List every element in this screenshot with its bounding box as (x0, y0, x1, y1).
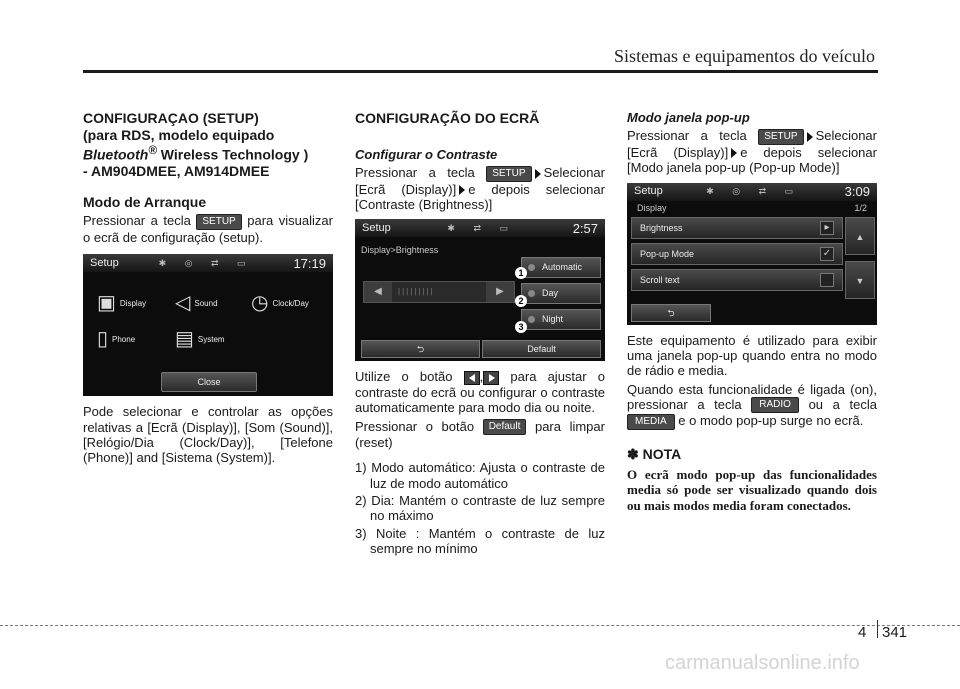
left-arrow-key-icon (464, 371, 480, 385)
screen-titlebar: Setup ✱ ◎ ⇄ ▭ 17:19 (83, 254, 333, 272)
setup-key: SETUP (486, 166, 531, 182)
clock-icon: ◷ (251, 292, 269, 315)
brightness-screen (355, 219, 605, 361)
note-title: ✽ NOTA (627, 445, 682, 462)
breadcrumb: Display>Brightness (361, 245, 439, 256)
scroll-down-button[interactable]: ▼ (845, 261, 875, 299)
screen-titlebar: Setup ✱ ◎ ⇄ ▭ 3:09 (627, 183, 877, 201)
status-icons: ✱ ⇄ ▭ (447, 223, 517, 234)
paragraph-popup-nav: Pressionar a tecla SETUP Selecionar [Ecrã (Display)] e depois selecionar [Modo janela pop-up (Pop-up Mode)] (627, 128, 877, 176)
menu-sound[interactable]: ◁ Sound (175, 292, 218, 315)
note-text: O ecrã modo pop-up das funcionalidades media só pode ser visualizado quando dois ou mais modos media foram conectados. (627, 466, 877, 513)
default-button[interactable]: Default (482, 340, 601, 358)
popup-mode-screen (627, 183, 877, 325)
paragraph-options: Pode selecionar e controlar as opções relativas a [Ecrã (Display)], [Som (Sound)], [Relógio/Dia (Clock/Day)], [Telefone (Phone)] and [Sistema (System)]. (83, 404, 333, 466)
column-display-config (355, 110, 605, 558)
check-icon: ✓ (820, 247, 834, 261)
callout-1: 1 (515, 267, 527, 279)
phone-icon: ▯ (97, 328, 109, 351)
row-scroll-text[interactable]: Scroll text (631, 269, 843, 291)
status-icons: ✱ ◎ ⇄ ▭ (706, 186, 802, 197)
paragraph-popup-on: Quando esta funcionalidade é ligada (on), pressionar a tecla RADIO ou a tecla MEDIA e o modo pop-up surge no ecrã. (627, 381, 877, 429)
scroll-buttons (845, 217, 875, 301)
subheading-popup: Modo janela pop-up (627, 110, 750, 125)
chapter-number: 4 (858, 624, 867, 641)
arrow-right-icon (535, 169, 541, 179)
menu-display[interactable]: ▣ Display (97, 292, 147, 315)
callout-2: 2 (515, 295, 527, 307)
header-rule (83, 70, 878, 73)
arrow-right-icon (807, 132, 813, 142)
slider-right-button[interactable]: ▶ (486, 282, 514, 302)
setup-menu-screen (83, 254, 333, 396)
folder-gear-icon: ▤ (175, 328, 194, 351)
checkbox-icon (820, 273, 834, 287)
screen-titlebar: Setup ✱ ⇄ ▭ 2:57 (355, 219, 605, 237)
chevron-right-icon: ▸ (820, 221, 834, 235)
list-item: 3) Noite : Mantém o contraste de luz sempre no mínimo (355, 525, 605, 557)
section-heading-display: CONFIGURAÇÃO DO ECRÃ (355, 110, 540, 126)
display-icon: ▣ (97, 292, 116, 315)
setup-key: SETUP (758, 129, 803, 145)
screen-bottom-bar (361, 340, 601, 358)
page-header-title: Sistemas e equipamentos do veículo (614, 46, 875, 66)
paragraph-adjust: Utilize o botão , para ajustar o contraste do ecrã ou configurar o contraste automaticamente para modo dia ou noite. (355, 369, 605, 416)
status-icons: ✱ ◎ ⇄ ▭ (158, 257, 254, 268)
paragraph-popup-desc: Este equipamento é utilizado para exibir uma janela pop-up quando entra no modo de rádio e media. (627, 332, 877, 379)
brightness-slider[interactable] (363, 281, 515, 303)
radio-key: RADIO (751, 397, 799, 413)
menu-clock-day[interactable]: ◷ Clock/Day (251, 292, 309, 315)
watermark: carmanualsonline.info (665, 652, 860, 674)
list-item: 1) Modo automático: Ajusta o contraste de luz de modo automático (355, 460, 605, 491)
close-button[interactable]: Close (161, 372, 257, 392)
column-popup-mode (627, 110, 877, 513)
setup-key: SETUP (196, 214, 241, 230)
default-key: Default (483, 419, 527, 435)
arrow-right-icon (731, 148, 737, 158)
slider-left-button[interactable]: ◀ (364, 282, 392, 302)
menu-system[interactable]: ▤ System (175, 328, 225, 351)
slider-ticks: ||||||||| (398, 287, 435, 297)
paragraph-reset: Pressionar o botão Default para limpar (reset) (355, 418, 605, 451)
back-button[interactable]: ⮌ (361, 340, 480, 358)
menu-phone[interactable]: ▯ Phone (97, 328, 136, 351)
row-brightness[interactable]: Brightness ▸ (631, 217, 843, 239)
subheading-startup: Modo de Arranque (83, 193, 207, 210)
paragraph-contrast-nav: Pressionar a tecla SETUP Selecionar [Ecrã (Display)] e depois selecionar [Contraste (Brightness)] (355, 165, 605, 213)
back-button[interactable]: ⮌ (631, 304, 711, 322)
column-setup (83, 110, 333, 466)
page-number: 341 (882, 624, 908, 641)
list-item: 2) Dia: Mantém o contraste de luz sempre no máximo (355, 493, 605, 524)
option-day[interactable]: Day (521, 283, 601, 304)
settings-list (631, 217, 843, 295)
callout-3: 3 (515, 321, 527, 333)
subheading-contrast: Configurar o Contraste (355, 146, 498, 162)
option-night[interactable]: Night (521, 309, 601, 330)
media-key: MEDIA (627, 414, 675, 430)
page-indicator: 1/2 (854, 202, 867, 213)
breadcrumb: Display (637, 202, 667, 213)
arrow-right-icon (459, 185, 465, 195)
section-heading: CONFIGURAÇAO (SETUP) (para RDS, modelo equipado Bluetooth® Wireless Technology ) - AM904DMEE, AM914DMEE (83, 110, 309, 180)
speaker-icon: ◁ (175, 292, 191, 315)
contrast-modes-list (355, 460, 605, 556)
row-popup-mode[interactable]: Pop-up Mode ✓ (631, 243, 843, 265)
footer-rule (0, 625, 960, 626)
scroll-up-button[interactable]: ▲ (845, 217, 875, 255)
footer-separator (877, 620, 878, 638)
option-automatic[interactable]: Automatic (521, 257, 601, 278)
paragraph-startup: Pressionar a tecla SETUP para visualizar o ecrã de configuração (setup). (83, 213, 333, 245)
right-arrow-key-icon (483, 371, 499, 385)
